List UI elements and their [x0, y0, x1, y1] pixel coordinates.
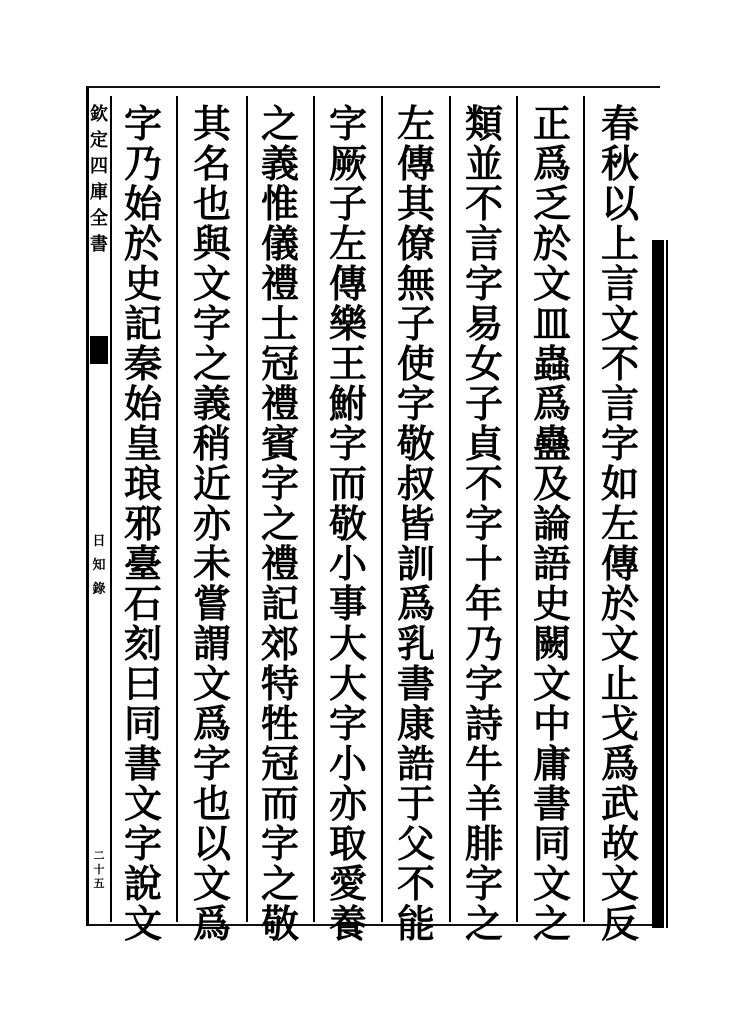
glyph: 子	[328, 181, 367, 226]
glyph: 亦	[192, 501, 231, 546]
glyph: 字	[192, 301, 231, 346]
glyph: 戈	[600, 701, 639, 746]
glyph: 皿	[532, 301, 571, 346]
glyph: 取	[328, 821, 367, 866]
glyph: 書	[90, 234, 108, 255]
glyph: 愛	[328, 861, 367, 906]
glyph: 字	[464, 861, 503, 906]
text-column-4	[393, 101, 439, 946]
glyph: 庫	[90, 182, 108, 203]
glyph: 知	[92, 558, 106, 573]
glyph: 惟	[260, 181, 299, 226]
glyph: 始	[123, 181, 162, 226]
glyph: 之	[260, 861, 299, 906]
glyph: 爲	[192, 901, 231, 946]
glyph: 小	[328, 741, 367, 786]
glyph: 小	[328, 541, 367, 586]
glyph: 字	[123, 821, 162, 866]
glyph: 石	[123, 581, 162, 626]
glyph: 於	[532, 221, 571, 266]
glyph: 以	[600, 181, 639, 226]
glyph: 也	[192, 181, 231, 226]
glyph: 字	[464, 261, 503, 306]
glyph: 爲	[396, 581, 435, 626]
glyph: 不	[396, 861, 435, 906]
glyph: 名	[192, 141, 231, 186]
glyph: 左	[396, 101, 435, 146]
column-rule	[110, 96, 112, 922]
glyph: 故	[600, 821, 639, 866]
glyph: 於	[600, 581, 639, 626]
glyph: 其	[192, 101, 231, 146]
glyph: 左	[328, 221, 367, 266]
glyph: 爲	[532, 141, 571, 186]
glyph: 養	[328, 901, 367, 946]
glyph: 曰	[123, 661, 162, 706]
fish-tail-mark	[90, 336, 108, 364]
glyph: 之	[192, 341, 231, 386]
glyph: 定	[90, 130, 108, 151]
glyph: 字	[260, 821, 299, 866]
glyph: 反	[600, 901, 639, 946]
glyph: 如	[600, 461, 639, 506]
column-rule	[583, 96, 585, 922]
glyph: 能	[396, 901, 435, 946]
glyph: 而	[260, 781, 299, 826]
glyph: 乃	[123, 141, 162, 186]
glyph: 腓	[464, 821, 503, 866]
glyph: 二	[93, 849, 105, 862]
glyph: 四	[90, 156, 108, 177]
glyph: 文	[532, 661, 571, 706]
text-column-3	[461, 101, 507, 946]
glyph: 文	[192, 261, 231, 306]
page-margin-column	[88, 94, 110, 924]
glyph: 之	[260, 101, 299, 146]
glyph: 蠱	[532, 421, 571, 466]
glyph: 文	[532, 261, 571, 306]
glyph: 女	[464, 341, 503, 386]
glyph: 義	[260, 141, 299, 186]
glyph: 五	[93, 877, 105, 890]
glyph: 欽	[90, 104, 108, 125]
glyph: 記	[260, 581, 299, 626]
glyph: 訓	[396, 541, 435, 586]
glyph: 僚	[396, 221, 435, 266]
text-column-8	[120, 101, 166, 946]
glyph: 文	[123, 781, 162, 826]
glyph: 琅	[123, 461, 162, 506]
glyph: 錄	[92, 582, 106, 597]
glyph: 史	[123, 261, 162, 306]
glyph: 記	[123, 301, 162, 346]
glyph: 言	[600, 381, 639, 426]
text-column-1	[597, 101, 643, 946]
frame-right-border	[652, 240, 664, 928]
glyph: 日	[92, 534, 106, 549]
glyph: 及	[532, 461, 571, 506]
glyph: 樂	[328, 301, 367, 346]
glyph: 字	[328, 421, 367, 466]
glyph: 文	[532, 861, 571, 906]
glyph: 傳	[396, 141, 435, 186]
text-column-5	[325, 101, 371, 946]
glyph: 字	[328, 701, 367, 746]
glyph: 字	[464, 661, 503, 706]
glyph: 郊	[260, 621, 299, 666]
glyph: 言	[600, 261, 639, 306]
glyph: 文	[600, 621, 639, 666]
glyph: 左	[600, 501, 639, 546]
glyph: 文	[192, 661, 231, 706]
glyph: 誥	[396, 741, 435, 786]
glyph: 不	[464, 461, 503, 506]
glyph: 易	[464, 301, 503, 346]
glyph: 大	[328, 621, 367, 666]
glyph: 貞	[464, 421, 503, 466]
glyph: 大	[328, 661, 367, 706]
glyph: 無	[396, 261, 435, 306]
glyph: 刻	[123, 621, 162, 666]
glyph: 之	[260, 501, 299, 546]
glyph: 文	[600, 301, 639, 346]
glyph: 傳	[600, 541, 639, 586]
glyph: 乏	[532, 181, 571, 226]
glyph: 書	[532, 781, 571, 826]
glyph: 以	[192, 821, 231, 866]
glyph: 秦	[123, 341, 162, 386]
column-rule	[449, 96, 451, 922]
glyph: 字	[192, 741, 231, 786]
glyph: 書	[123, 741, 162, 786]
glyph: 庸	[532, 741, 571, 786]
glyph: 冠	[260, 341, 299, 386]
glyph: 爲	[600, 741, 639, 786]
glyph: 特	[260, 661, 299, 706]
column-rule	[246, 96, 248, 922]
glyph: 之	[464, 901, 503, 946]
glyph: 不	[464, 181, 503, 226]
glyph: 字	[123, 101, 162, 146]
glyph: 康	[396, 701, 435, 746]
glyph: 也	[192, 781, 231, 826]
glyph: 史	[532, 581, 571, 626]
glyph: 春	[600, 101, 639, 146]
glyph: 其	[396, 181, 435, 226]
glyph: 字	[396, 381, 435, 426]
book-title	[88, 534, 110, 606]
glyph: 並	[464, 141, 503, 186]
glyph: 而	[328, 461, 367, 506]
glyph: 王	[328, 341, 367, 386]
glyph: 書	[396, 661, 435, 706]
glyph: 謂	[192, 621, 231, 666]
glyph: 同	[532, 821, 571, 866]
glyph: 詩	[464, 701, 503, 746]
glyph: 全	[90, 208, 108, 229]
glyph: 皇	[123, 421, 162, 466]
glyph: 中	[532, 701, 571, 746]
glyph: 敬	[260, 901, 299, 946]
glyph: 邪	[123, 501, 162, 546]
glyph: 文	[600, 861, 639, 906]
glyph: 乳	[396, 621, 435, 666]
glyph: 義	[192, 381, 231, 426]
glyph: 父	[396, 821, 435, 866]
text-column-6	[257, 101, 303, 946]
glyph: 於	[123, 221, 162, 266]
glyph: 秋	[600, 141, 639, 186]
glyph: 事	[328, 581, 367, 626]
frame-right-inner-border	[666, 240, 668, 928]
glyph: 文	[192, 861, 231, 906]
glyph: 爲	[532, 381, 571, 426]
glyph: 近	[192, 461, 231, 506]
glyph: 稍	[192, 421, 231, 466]
glyph: 牛	[464, 741, 503, 786]
series-title	[88, 104, 110, 260]
glyph: 皆	[396, 501, 435, 546]
glyph: 傳	[328, 261, 367, 306]
glyph: 文	[123, 901, 162, 946]
glyph: 于	[396, 781, 435, 826]
glyph: 闕	[532, 621, 571, 666]
glyph: 敬	[328, 501, 367, 546]
glyph: 字	[600, 421, 639, 466]
glyph: 嘗	[192, 581, 231, 626]
column-rule	[516, 96, 518, 922]
glyph: 蟲	[532, 341, 571, 386]
glyph: 武	[600, 781, 639, 826]
glyph: 字	[260, 461, 299, 506]
glyph: 年	[464, 581, 503, 626]
glyph: 乃	[464, 621, 503, 666]
glyph: 字	[464, 501, 503, 546]
glyph: 之	[532, 901, 571, 946]
glyph: 禮	[260, 541, 299, 586]
frame-top-border	[86, 86, 660, 88]
glyph: 叔	[396, 461, 435, 506]
glyph: 言	[464, 221, 503, 266]
glyph: 羊	[464, 781, 503, 826]
text-column-7	[189, 101, 235, 946]
column-rule	[381, 96, 383, 922]
glyph: 子	[396, 301, 435, 346]
glyph: 論	[532, 501, 571, 546]
glyph: 禮	[260, 261, 299, 306]
glyph: 厥	[328, 141, 367, 186]
glyph: 十	[93, 863, 105, 876]
column-rule	[176, 96, 178, 922]
glyph: 語	[532, 541, 571, 586]
glyph: 亦	[328, 781, 367, 826]
glyph: 臺	[123, 541, 162, 586]
glyph: 正	[532, 101, 571, 146]
glyph: 十	[464, 541, 503, 586]
glyph: 說	[123, 861, 162, 906]
glyph: 使	[396, 341, 435, 386]
glyph: 敬	[396, 421, 435, 466]
glyph: 賓	[260, 421, 299, 466]
text-column-2	[529, 101, 575, 946]
glyph: 鮒	[328, 381, 367, 426]
glyph: 不	[600, 341, 639, 386]
glyph: 爲	[192, 701, 231, 746]
glyph: 上	[600, 221, 639, 266]
glyph: 字	[328, 101, 367, 146]
glyph: 禮	[260, 381, 299, 426]
glyph: 止	[600, 661, 639, 706]
glyph: 與	[192, 221, 231, 266]
glyph: 牲	[260, 701, 299, 746]
column-rule	[313, 96, 315, 922]
glyph: 冠	[260, 741, 299, 786]
glyph: 士	[260, 301, 299, 346]
glyph: 子	[464, 381, 503, 426]
glyph: 儀	[260, 221, 299, 266]
glyph: 始	[123, 381, 162, 426]
glyph: 類	[464, 101, 503, 146]
glyph: 同	[123, 701, 162, 746]
page-number	[88, 850, 110, 892]
glyph: 未	[192, 541, 231, 586]
